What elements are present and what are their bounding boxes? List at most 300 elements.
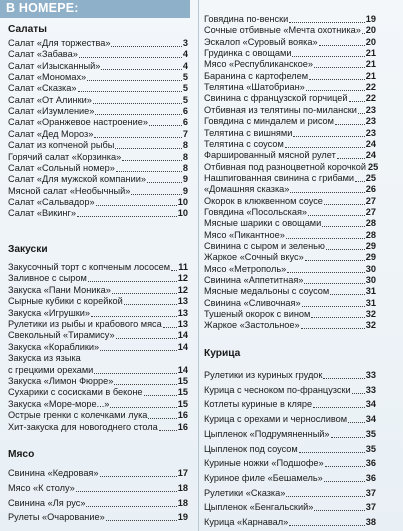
dot-leader: [322, 218, 365, 227]
column-divider: [198, 0, 199, 531]
dot-leader: [144, 387, 177, 396]
page-number: 31: [365, 286, 376, 297]
page-number: 37: [365, 502, 376, 513]
toc-entry[interactable]: [8, 308, 188, 319]
page-number: 15: [177, 376, 188, 386]
dot-leader: [93, 95, 182, 104]
toc-entry[interactable]: [8, 72, 188, 83]
dot-leader: [116, 163, 182, 172]
entry-title: Мясной салат «Необычный»: [8, 185, 131, 196]
toc-entry[interactable]: [8, 468, 188, 479]
toc-entry[interactable]: [204, 275, 376, 286]
dot-leader: [86, 498, 176, 507]
toc-entry[interactable]: [8, 512, 188, 523]
page-number: 5: [182, 72, 188, 83]
section-title: Курица: [204, 348, 241, 359]
page-number: 21: [365, 48, 376, 59]
entry-title: Свекольный «Тирамису»: [8, 330, 115, 341]
page-number: 14: [177, 364, 188, 375]
entry-title: Телятина «Шатобриан»: [204, 82, 305, 93]
dot-leader: [91, 308, 177, 317]
page-number: 24: [365, 138, 376, 149]
entry-title: Жаркое «Сочный вкус»: [204, 252, 304, 263]
entry-title: Мясо «Метрополь»: [204, 263, 287, 274]
dot-leader: [76, 483, 177, 492]
dot-leader: [78, 83, 182, 92]
entry-title: Свинина с французской горчицей: [204, 93, 348, 104]
toc-entry[interactable]: [8, 273, 188, 284]
page-number: 13: [177, 296, 188, 307]
page-number: 29: [365, 252, 376, 263]
dot-leader: [122, 152, 182, 161]
dot-leader: [309, 71, 365, 80]
dot-leader: [324, 473, 365, 482]
page-number: 23: [365, 127, 376, 138]
page-number: 36: [365, 458, 376, 469]
page-number: 27: [365, 195, 376, 206]
page-number: 21: [365, 70, 376, 81]
page-number: 31: [365, 297, 376, 308]
toc-entry[interactable]: [8, 117, 188, 128]
entry-title: Салат «Сольный номер»: [8, 162, 115, 173]
page-number: 7: [182, 128, 188, 139]
dot-leader: [159, 422, 177, 431]
page-number: 13: [177, 319, 188, 329]
dot-leader: [110, 399, 176, 408]
page-number: 13: [177, 307, 188, 318]
entry-title: Закуска «Игрушки»: [8, 307, 91, 318]
page-number: 30: [365, 275, 376, 286]
dot-leader: [115, 140, 182, 149]
toc-entry[interactable]: [204, 264, 376, 275]
dot-leader: [79, 49, 182, 58]
toc-entry[interactable]: [8, 483, 188, 494]
entry-title: Закусочный торт с копченым лососем: [8, 262, 171, 272]
toc-entry[interactable]: [8, 83, 188, 94]
page-number: 28: [365, 229, 376, 240]
header-bar: [0, 0, 190, 18]
page-number: 25: [365, 172, 376, 183]
entry-title: Рулетики из рыбы и крабового мяса: [8, 319, 162, 329]
toc-entry[interactable]: [204, 298, 376, 309]
dot-leader: [100, 468, 177, 477]
dot-leader: [289, 14, 364, 23]
page-number: 15: [177, 398, 188, 409]
toc-entry[interactable]: [204, 196, 376, 207]
entry-title: Отбивная под разноцветной корочкой: [204, 161, 366, 172]
entry-title: Мясные шарики с овощами: [204, 218, 322, 229]
toc-entry[interactable]: [8, 330, 188, 341]
page-number: 12: [177, 284, 188, 295]
toc-entry[interactable]: [204, 320, 376, 331]
toc-entry[interactable]: [8, 106, 188, 117]
entry-title: Рулеты «Очарование»: [8, 512, 105, 523]
page-title: В НОМЕРЕ:: [6, 1, 79, 15]
dot-leader: [94, 365, 176, 374]
dot-leader: [94, 129, 182, 138]
entry-title: с грецкими орехами: [8, 364, 94, 375]
dot-leader: [96, 197, 177, 206]
dot-leader: [100, 342, 177, 351]
dot-leader: [305, 252, 365, 261]
entry-title: Мясные медальоны с соусом: [204, 286, 330, 297]
dot-leader: [299, 444, 365, 453]
toc-entry[interactable]: [8, 186, 188, 197]
entry-title: Свинина «Аппетитная»: [204, 275, 304, 286]
toc-entry[interactable]: [8, 399, 188, 410]
entry-title: Салат «Для торжества»: [8, 38, 111, 48]
dot-leader: [95, 106, 181, 115]
entry-title: Свинина «Кедровая»: [8, 468, 99, 478]
entry-title: Говядина с миндалем и рисом: [204, 116, 334, 127]
toc-entry[interactable]: [8, 387, 188, 398]
toc-entry[interactable]: [204, 399, 376, 410]
entry-title: Фаршированный мясной рулет: [204, 150, 336, 161]
page-number: 15: [177, 387, 188, 398]
dot-leader: [171, 262, 177, 271]
toc-entry[interactable]: [204, 14, 376, 25]
dot-leader: [314, 59, 365, 68]
entry-title: Тушеный окорок с вином: [204, 309, 311, 320]
page-number: 25: [367, 161, 379, 172]
page-number: 35: [365, 443, 376, 454]
page-number: 5: [182, 94, 188, 105]
entry-title: Курица с орехами и черносливом: [204, 414, 348, 425]
dot-leader: [147, 174, 182, 183]
page-number: 19: [365, 14, 376, 24]
dot-leader: [101, 61, 182, 70]
entry-title: Салат «Дед Мороз»: [8, 128, 94, 139]
entry-title: Заливное с сыром: [8, 273, 87, 284]
dot-leader: [337, 150, 365, 159]
toc-entry[interactable]: [8, 498, 188, 509]
dot-leader: [301, 320, 365, 329]
toc-entry[interactable]: [204, 59, 376, 70]
toc-entry[interactable]: [204, 458, 376, 469]
toc-entry[interactable]: [8, 152, 188, 163]
page-number: 6: [182, 117, 188, 128]
entry-title: Салат «Изысканный»: [8, 60, 101, 71]
toc-entry[interactable]: [8, 95, 188, 106]
toc-entry[interactable]: [204, 93, 376, 104]
page-number: 30: [365, 263, 376, 274]
toc-entry[interactable]: [8, 342, 188, 353]
page-number: 14: [177, 330, 188, 341]
page-number: 28: [365, 218, 376, 229]
entry-title: Окорок в клюквенном соусе: [204, 195, 323, 206]
toc-entry[interactable]: [204, 444, 376, 455]
entry-title: Салат из копченой рыбы: [8, 140, 115, 151]
entry-title: Телятина с соусом: [204, 138, 284, 149]
toc-entry[interactable]: [8, 319, 188, 330]
page-number: 8: [182, 140, 188, 151]
toc-entry[interactable]: [204, 105, 376, 116]
toc-entry[interactable]: [8, 353, 188, 364]
entry-title: Салат «Мономах»: [8, 72, 87, 83]
entry-title: Салат «Забава»: [8, 49, 78, 60]
page-number: 34: [365, 414, 376, 425]
dot-leader: [87, 72, 182, 81]
toc-entry[interactable]: [8, 422, 188, 433]
page-number: 12: [177, 273, 188, 284]
entry-title: Салат «Оранжевое настроение»: [8, 117, 148, 128]
page-number: 22: [365, 82, 376, 93]
dot-leader: [314, 502, 364, 511]
entry-title: Хит-закуска для новогоднего стола: [8, 421, 158, 432]
toc-entry[interactable]: [204, 230, 376, 241]
entry-title: Закуска «Лимон Фюрре»: [8, 376, 114, 386]
dot-leader: [349, 93, 365, 102]
toc-entry[interactable]: [204, 71, 376, 82]
dot-leader: [111, 38, 181, 47]
entry-title: Сухарики с сосисками в беконе: [8, 387, 143, 398]
toc-entry[interactable]: [204, 414, 376, 425]
dot-leader: [293, 128, 364, 137]
toc-entry[interactable]: [204, 385, 376, 396]
entry-title: Салат «Сальвадор»: [8, 196, 95, 207]
toc-entry[interactable]: [204, 139, 376, 150]
page-number: 18: [177, 482, 188, 493]
dot-leader: [326, 241, 365, 250]
toc-entry[interactable]: [204, 173, 376, 184]
dot-leader: [302, 298, 365, 307]
page-number: 23: [365, 104, 376, 115]
toc-entry[interactable]: [204, 82, 376, 93]
page-number: 9: [182, 174, 188, 185]
dot-leader: [306, 82, 365, 91]
page-number: 36: [365, 472, 376, 483]
entry-title: Свинина «Сливочная»: [204, 297, 301, 308]
section-title: Закуски: [8, 244, 48, 255]
entry-title: Жаркое «Застольное»: [204, 320, 300, 331]
dot-leader: [131, 186, 182, 195]
entry-title: Салат «Сказка»: [8, 83, 77, 94]
entry-title: Салат «От Алинки»: [8, 94, 92, 105]
entry-title: Рулетики «Сказка»: [204, 487, 286, 498]
page-number: 33: [365, 370, 376, 380]
entry-title: Закуска «Кораблики»: [8, 341, 100, 352]
entry-title: Курица с чесноком по-французски: [204, 384, 351, 395]
dot-leader: [287, 264, 365, 273]
toc-entry[interactable]: [204, 241, 376, 252]
entry-title: Рулетики из куриных грудок: [204, 370, 323, 380]
toc-entry[interactable]: [204, 309, 376, 320]
page-number: 34: [365, 399, 376, 410]
toc-entry[interactable]: [8, 49, 188, 60]
dot-leader: [163, 319, 177, 328]
entry-title: Цыпленок «Бенгальский»: [204, 502, 314, 513]
toc-entry[interactable]: [204, 48, 376, 59]
entry-title: Салат «Для мужской компании»: [8, 174, 146, 185]
toc-entry[interactable]: [204, 488, 376, 499]
toc-entry[interactable]: [8, 174, 188, 185]
page-number: 16: [177, 421, 188, 432]
entry-title: Горячий салат «Корзинка»: [8, 151, 122, 162]
dot-leader: [355, 173, 365, 182]
toc-entry[interactable]: [8, 410, 188, 421]
page-number: 33: [365, 384, 376, 395]
entry-title: Сырные кубики с корейкой: [8, 296, 123, 307]
dot-leader: [124, 296, 177, 305]
dot-leader: [319, 37, 365, 46]
dot-leader: [358, 105, 365, 114]
dot-leader: [114, 376, 176, 385]
page-number: 27: [365, 206, 376, 217]
dot-leader: [304, 275, 364, 284]
entry-title: Курица «Карнавал»: [204, 517, 289, 527]
page-number: 5: [182, 83, 188, 94]
entry-title: Свинина с сыром и зеленью: [204, 241, 325, 251]
section-title: Мясо: [8, 449, 35, 460]
toc-entry[interactable]: [204, 370, 376, 381]
entry-title: Цыпленок «Подрумяненный»: [204, 428, 330, 439]
page-number: 6: [182, 106, 188, 117]
page-number: 8: [182, 162, 188, 173]
dot-leader: [290, 184, 364, 193]
dot-leader: [285, 139, 365, 148]
toc-entry[interactable]: [204, 150, 376, 161]
entry-title: Цыпленок под соусом: [204, 443, 298, 454]
toc-entry[interactable]: [204, 37, 376, 48]
dot-leader: [311, 309, 364, 318]
entry-title: Салат «Викинг»: [8, 208, 76, 219]
entry-title: Отбивная из телятины по-милански: [204, 104, 357, 115]
entry-title: Баранина с картофелем: [204, 70, 309, 81]
page-number: 10: [177, 196, 188, 207]
page-number: 18: [177, 497, 188, 508]
toc-entry[interactable]: [204, 473, 376, 484]
toc-entry[interactable]: [204, 184, 376, 195]
toc-entry[interactable]: [204, 252, 376, 263]
dot-leader: [149, 117, 182, 126]
entry-title: «Домашняя сказка»: [204, 184, 290, 195]
dot-leader: [106, 512, 177, 521]
dot-leader: [286, 230, 365, 239]
page-number: 35: [365, 428, 376, 439]
toc-entry[interactable]: [204, 161, 379, 173]
dot-leader: [292, 48, 364, 57]
entry-title: Закуска из языка: [8, 353, 81, 364]
toc-entry[interactable]: [8, 208, 188, 219]
page-number: 8: [182, 151, 188, 162]
entry-title: Грудинка с овощами: [204, 48, 292, 59]
entry-title: Говядина «Посольская»: [204, 206, 308, 217]
entry-title: Нашпигованная свинина с грибами: [204, 172, 355, 183]
dot-leader: [331, 429, 365, 438]
toc-entry[interactable]: [204, 429, 376, 440]
page-number: 3: [182, 38, 188, 48]
toc-entry[interactable]: [8, 262, 188, 273]
toc-entry[interactable]: [8, 38, 188, 49]
page-number: 26: [365, 184, 376, 195]
dot-leader: [323, 370, 364, 379]
page-number: 4: [182, 60, 188, 71]
dot-leader: [116, 330, 177, 339]
dot-leader: [77, 208, 177, 217]
entry-title: Эскалоп «Суровый вояка»: [204, 36, 318, 47]
page-number: 4: [182, 49, 188, 60]
dot-leader: [325, 458, 365, 467]
entry-title: Закуска «Море-море...»: [8, 398, 110, 409]
toc-entry[interactable]: [8, 296, 188, 307]
toc-entry[interactable]: [204, 116, 376, 127]
page-number: 20: [365, 25, 376, 36]
toc-entry[interactable]: [8, 129, 188, 140]
page-number: 19: [177, 512, 188, 523]
toc-entry[interactable]: [204, 517, 376, 528]
toc-entry[interactable]: [8, 197, 188, 208]
entry-title: Острые гренки с колечками лука: [8, 410, 148, 421]
page-number: 32: [365, 320, 376, 331]
entry-title: Сочные отбивные «Мечта охотника»: [204, 25, 361, 36]
dot-leader: [330, 286, 365, 295]
entry-title: Мясо «Республиканское»: [204, 59, 313, 70]
page-number: 20: [365, 36, 376, 47]
toc-entry[interactable]: [8, 61, 188, 72]
entry-title: Куриное филе «Бешамель»: [204, 472, 323, 483]
page-number: 9: [182, 185, 188, 196]
dot-leader: [335, 116, 365, 125]
page-number: 17: [177, 468, 188, 478]
dot-leader: [88, 273, 177, 282]
toc-entry[interactable]: [8, 376, 188, 387]
page-number: 24: [365, 150, 376, 161]
page-number: 11: [178, 262, 188, 272]
page-number: 29: [365, 241, 376, 251]
toc-entry[interactable]: [8, 285, 188, 296]
page-number: 14: [177, 341, 188, 352]
toc-entry[interactable]: [204, 502, 376, 513]
dot-leader: [112, 285, 177, 294]
dot-leader: [289, 517, 365, 526]
page-number: 38: [365, 517, 376, 527]
page-number: 21: [365, 59, 376, 70]
entry-title: Закуска «Пани Моника»: [8, 284, 111, 295]
toc-entry[interactable]: [204, 286, 376, 297]
dot-leader: [352, 385, 365, 394]
toc-entry[interactable]: [204, 128, 376, 139]
entry-title: Мясо «Пикантное»: [204, 229, 285, 240]
dot-leader: [348, 414, 365, 423]
toc-entry[interactable]: [204, 25, 376, 36]
entry-title: Котлеты куриные в кляре: [204, 399, 313, 410]
dot-leader: [286, 488, 364, 497]
dot-leader: [362, 25, 365, 34]
toc-entry[interactable]: [8, 365, 188, 376]
page-number: 10: [177, 208, 188, 219]
entry-title: Куриные ножки «Подшофе»: [204, 458, 324, 469]
entry-title: Мясо «К столу»: [8, 482, 75, 493]
entry-title: Свинина «Ля рус»: [8, 497, 86, 508]
toc-entry[interactable]: [8, 163, 188, 174]
page-number: 32: [365, 309, 376, 320]
dot-leader: [148, 410, 176, 419]
page-number: 22: [365, 93, 376, 104]
page-number: 37: [365, 487, 376, 498]
toc-entry[interactable]: [204, 218, 376, 229]
toc-entry[interactable]: [8, 140, 188, 151]
dot-leader: [308, 207, 365, 216]
entry-title: Телятина с вишнями: [204, 127, 293, 138]
page-number: 16: [177, 410, 188, 421]
toc-entry[interactable]: [204, 207, 376, 218]
dot-leader: [313, 399, 365, 408]
dot-leader: [324, 196, 365, 205]
entry-title: Салат «Изумление»: [8, 106, 95, 117]
page-number: 23: [365, 116, 376, 127]
entry-title: Говядина по-венски: [204, 14, 289, 24]
section-title: Салаты: [8, 24, 47, 35]
